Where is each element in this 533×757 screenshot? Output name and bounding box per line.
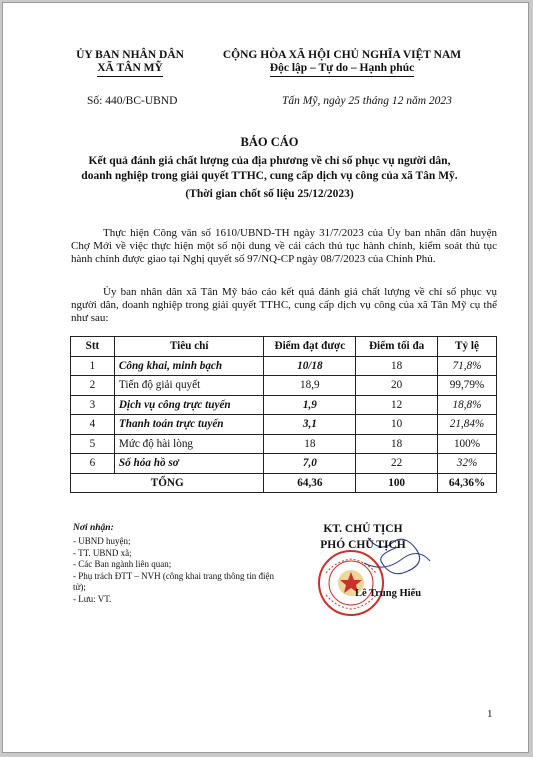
cell-max: 18: [356, 434, 438, 454]
document-page: [2, 2, 529, 753]
signer-name: Lê Trung Hiếu: [354, 588, 422, 599]
recipient-item: - TT. UBND xã;: [73, 547, 132, 558]
nation-line-2: Độc lập – Tự do – Hạnh phúc: [270, 62, 414, 77]
date-line: Tấn Mỹ, ngày 25 tháng 12 năm 2023: [282, 95, 452, 107]
cell-ratio: 18,8%: [438, 395, 497, 415]
cell-ratio: 21,84%: [438, 415, 497, 435]
col-header-max: Điểm tối đa: [356, 337, 438, 357]
cell-ratio: 100%: [438, 434, 497, 454]
recipient-item: - UBND huyện;: [73, 536, 131, 546]
table-total-row: [71, 473, 497, 493]
cell-score: 1,9: [264, 395, 356, 415]
col-header-stt: Stt: [71, 337, 115, 357]
cell-stt: 6: [71, 454, 115, 474]
subtitle-line-1: Kết quả đánh giá chất lượng của địa phương về chỉ số phục vụ người dân,: [88, 155, 451, 167]
table-row: [71, 415, 497, 435]
paragraph-1: Thực hiện Công văn số 1610/UBND-TH ngày 31/7/2023 của Ủy ban nhân dân huyện Chợ Mới về việc thực hiện một số nội dung về cải cách thủ tục hành chính, kiểm soát thủ tục hành chính được giao tại Nghị quyết số 97/NQ-CP ngày 08/7/2023 của Chính Phủ.: [71, 227, 497, 266]
cell-criterion: Thanh toán trực tuyến: [114, 415, 264, 435]
cell-ratio: 99,79%: [438, 376, 497, 396]
cell-stt: 1: [71, 356, 115, 376]
cell-max: 18: [356, 356, 438, 376]
table-row: [71, 454, 497, 474]
recipient-item: - Các Ban ngành liên quan;: [73, 559, 172, 569]
signature-title-2: PHÓ CHỦ TỊCH: [320, 539, 406, 551]
cell-criterion: Dịch vụ công trực tuyến: [114, 395, 264, 415]
recipient-item: - Lưu: VT.: [73, 593, 112, 604]
table-row: [71, 376, 497, 396]
cell-max: 12: [356, 395, 438, 415]
total-label: TỔNG: [71, 473, 264, 493]
document-number: Số: 440/BC-UBND: [87, 95, 178, 107]
total-max: 100: [356, 473, 438, 493]
cell-score: 10/18: [264, 356, 356, 376]
recipients-label: Nơi nhận:: [73, 523, 114, 533]
signature-title-1: KT. CHỦ TỊCH: [323, 523, 403, 535]
subtitle-line-2: doanh nghiệp trong giải quyết TTHC, cung cấp dịch vụ công của xã Tân Mỹ.: [81, 169, 458, 182]
cell-max: 20: [356, 376, 438, 396]
cell-score: 3,1: [264, 415, 356, 435]
cell-max: 10: [356, 415, 438, 435]
cell-criterion: Công khai, minh bạch: [114, 356, 264, 376]
cutoff-note: (Thời gian chốt số liệu 25/12/2023): [185, 188, 354, 200]
org-line-2: XÃ TÂN MỸ: [97, 62, 163, 77]
cell-criterion: Số hóa hồ sơ: [114, 454, 264, 474]
cell-ratio: 71,8%: [438, 356, 497, 376]
cell-ratio: 32%: [438, 454, 497, 474]
cell-score: 18: [264, 434, 356, 454]
paragraph-2: Ủy ban nhân dân xã Tân Mỹ báo cáo kết quả đánh giá chất lượng về chỉ số phục vụ người dân, doanh nghiệp trong giải quyết TTHC, cung cấp dịch vụ công của xã Tân Mỹ cụ thể như sau:: [71, 286, 497, 325]
cell-criterion: Mức độ hài lòng: [114, 434, 264, 454]
cell-stt: 5: [71, 434, 115, 454]
table-row: [71, 395, 497, 415]
cell-score: 18,9: [264, 376, 356, 396]
recipients-list: [73, 536, 288, 605]
cell-score: 7,0: [264, 454, 356, 474]
col-header-ratio: Tỷ lệ: [438, 337, 497, 357]
report-subtitle: [43, 154, 496, 183]
issuing-org: [65, 49, 195, 77]
national-motto: [208, 49, 476, 77]
org-line-1: ỦY BAN NHÂN DÂN: [76, 49, 184, 61]
table-row: [71, 434, 497, 454]
table-header-row: [71, 337, 497, 357]
recipient-item: - Phụ trách ĐTT – NVH (công khai trang thông tin điện tử);: [73, 570, 275, 592]
cell-max: 22: [356, 454, 438, 474]
total-score: 64,36: [264, 473, 356, 493]
table-row: [71, 356, 497, 376]
nation-line-1: CỘNG HÒA XÃ HỘI CHỦ NGHĨA VIỆT NAM: [222, 49, 462, 61]
page-number: 1: [487, 708, 493, 720]
cell-criterion: Tiến độ giải quyết: [114, 376, 264, 396]
results-table: [70, 336, 497, 493]
col-header-score: Điểm đạt được: [264, 337, 356, 357]
col-header-criterion: Tiêu chí: [114, 337, 264, 357]
cell-stt: 4: [71, 415, 115, 435]
cell-stt: 3: [71, 395, 115, 415]
cell-stt: 2: [71, 376, 115, 396]
report-title: BÁO CÁO: [240, 135, 299, 149]
total-ratio: 64,36%: [438, 473, 497, 493]
